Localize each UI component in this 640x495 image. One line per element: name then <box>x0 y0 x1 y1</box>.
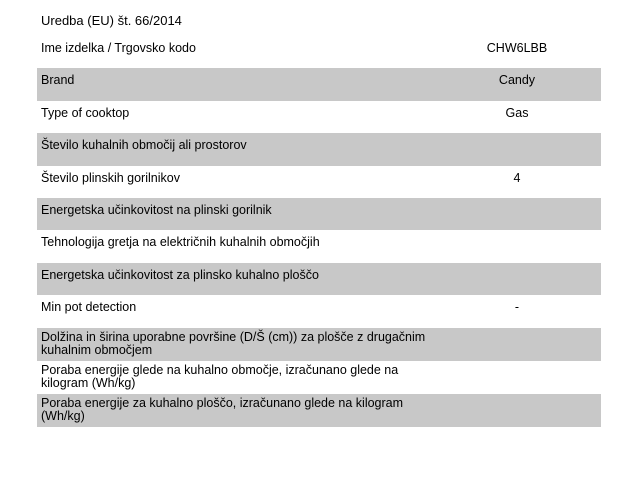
row-label: Min pot detection <box>41 300 137 315</box>
table-row-cooking-zones <box>37 133 601 165</box>
table-row-cooktop-type <box>37 101 601 133</box>
table-row-product-name <box>37 36 601 68</box>
table-row-zone-energy-consumption <box>37 361 601 394</box>
row-label: Brand <box>41 73 75 88</box>
regulation-title: Uredba (EU) št. 66/2014 <box>41 13 182 28</box>
table-row-burner-efficiency <box>37 198 601 230</box>
row-label: Type of cooktop <box>41 105 130 120</box>
row-label: Tehnologija gretja na električnih kuhalnih območjih <box>41 235 320 250</box>
table-row-hob-efficiency <box>37 263 601 295</box>
row-label: Ime izdelka / Trgovsko kodo <box>41 41 196 55</box>
row-value: Candy <box>498 73 536 88</box>
row-label: Dolžina in širina uporabne površine (D/Š (cm)) za plošče z drugačnim kuhalnim območjem <box>41 329 426 357</box>
table-row-hob-energy-consumption <box>37 394 601 427</box>
row-label: Energetska učinkovitost za plinsko kuhalno ploščo <box>41 267 319 282</box>
table-row-min-pot-detection <box>37 295 601 327</box>
table-row-heating-technology <box>37 230 601 262</box>
product-info-table <box>37 36 601 427</box>
row-label: Število plinskih gorilnikov <box>41 170 180 185</box>
row-label: Število kuhalnih območij ali prostorov <box>41 138 247 153</box>
row-label: Poraba energije glede na kuhalno območje, izračunano glede na kilogram (Wh/kg) <box>41 362 399 390</box>
row-value: 4 <box>513 170 521 185</box>
row-value: CHW6LBB <box>486 41 548 55</box>
row-label: Energetska učinkovitost na plinski gorilnik <box>41 202 272 217</box>
table-row-usable-surface <box>37 328 601 361</box>
row-label: Poraba energije za kuhalno ploščo, izračunano glede na kilogram (Wh/kg) <box>41 395 404 423</box>
table-row-brand <box>37 68 601 100</box>
row-value: Gas <box>505 105 529 120</box>
table-row-gas-burners <box>37 166 601 198</box>
row-value: - <box>514 300 520 315</box>
